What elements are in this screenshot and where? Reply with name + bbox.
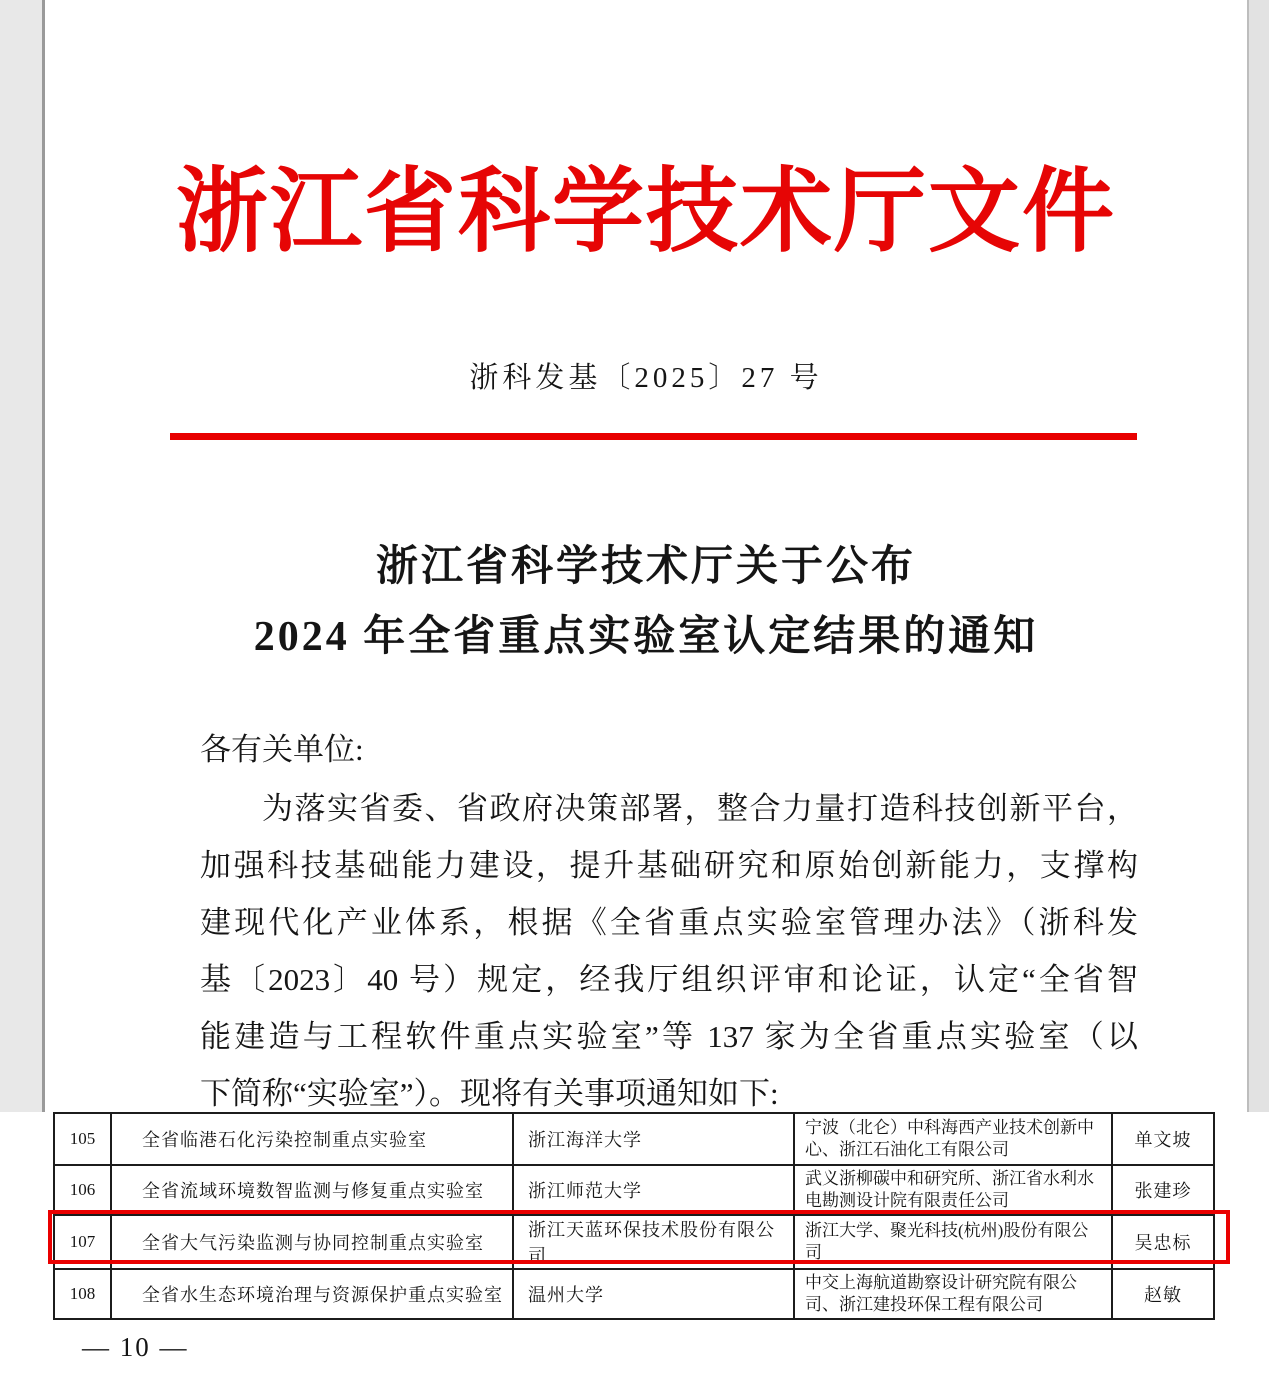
body-line: 建现代化产业体系，根据《全省重点实验室管理办法》（浙科发 (200, 905, 1138, 940)
cell-row-number: 106 (54, 1165, 111, 1215)
notice-title-line2: 2024 年全省重点实验室认定结果的通知 (253, 614, 1039, 660)
table-row (54, 1165, 1214, 1215)
cell-institution: 温州大学 (513, 1269, 794, 1319)
cell-lab-name: 全省临港石化污染控制重点实验室 (111, 1113, 513, 1165)
body-line: 下简称“实验室”）。现将有关事项通知如下: (200, 1076, 779, 1111)
table-row (54, 1269, 1214, 1319)
red-divider-rule (170, 433, 1137, 440)
cell-institution: 浙江师范大学 (513, 1165, 794, 1215)
body-paragraph (200, 780, 1138, 1122)
page-edge-right (1247, 0, 1269, 1112)
cell-lab-name: 全省流域环境数智监测与修复重点实验室 (111, 1165, 513, 1215)
cell-row-number: 105 (54, 1113, 111, 1165)
cell-row-number: 108 (54, 1269, 111, 1319)
lab-results-table-section (0, 1112, 1269, 1386)
body-line: 基〔2023〕40 号）规定，经我厅组织评审和论证，认定“全省智 (200, 962, 1138, 997)
cell-partners: 中交上海航道勘察设计研究院有限公司、浙江建投环保工程有限公司 (794, 1269, 1112, 1319)
body-line: 加强科技基础能力建设，提升基础研究和原始创新能力，支撑构 (200, 848, 1138, 883)
cell-partners: 浙江大学、聚光科技(杭州)股份有限公司 (794, 1215, 1112, 1269)
body-line: 能建造与工程软件重点实验室”等 137 家为全省重点实验室（以 (200, 1019, 1138, 1054)
page-number: — 10 — (82, 1332, 189, 1362)
cell-institution: 浙江天蓝环保技术股份有限公司 (513, 1215, 794, 1269)
table-row-highlighted (54, 1215, 1214, 1269)
agency-header: 浙江省科学技术厅文件 (175, 161, 1116, 263)
doc-number: 浙科发基〔2025〕27 号 (469, 362, 823, 394)
cell-row-number: 107 (54, 1215, 111, 1269)
cell-partners: 宁波（北仑）中科海西产业技术创新中心、浙江石油化工有限公司 (794, 1113, 1112, 1165)
cell-director: 吴忠标 (1112, 1215, 1214, 1269)
cell-lab-name: 全省大气污染监测与协同控制重点实验室 (111, 1215, 513, 1269)
notice-title-line1: 浙江省科学技术厅关于公布 (375, 544, 916, 590)
table-row (54, 1113, 1214, 1165)
cell-director: 张建珍 (1112, 1165, 1214, 1215)
body-line: 为落实省委、省政府决策部署，整合力量打造科技创新平台， (262, 791, 1138, 826)
cell-director: 单文坡 (1112, 1113, 1214, 1165)
cell-institution: 浙江海洋大学 (513, 1113, 794, 1165)
cell-director: 赵敏 (1112, 1269, 1214, 1319)
cell-lab-name: 全省水生态环境治理与资源保护重点实验室 (111, 1269, 513, 1319)
salutation: 各有关单位: (200, 732, 364, 767)
cell-partners: 武义浙柳碳中和研究所、浙江省水利水电勘测设计院有限责任公司 (794, 1165, 1112, 1215)
lab-results-table (53, 1112, 1215, 1320)
page-edge-left (0, 0, 45, 1112)
